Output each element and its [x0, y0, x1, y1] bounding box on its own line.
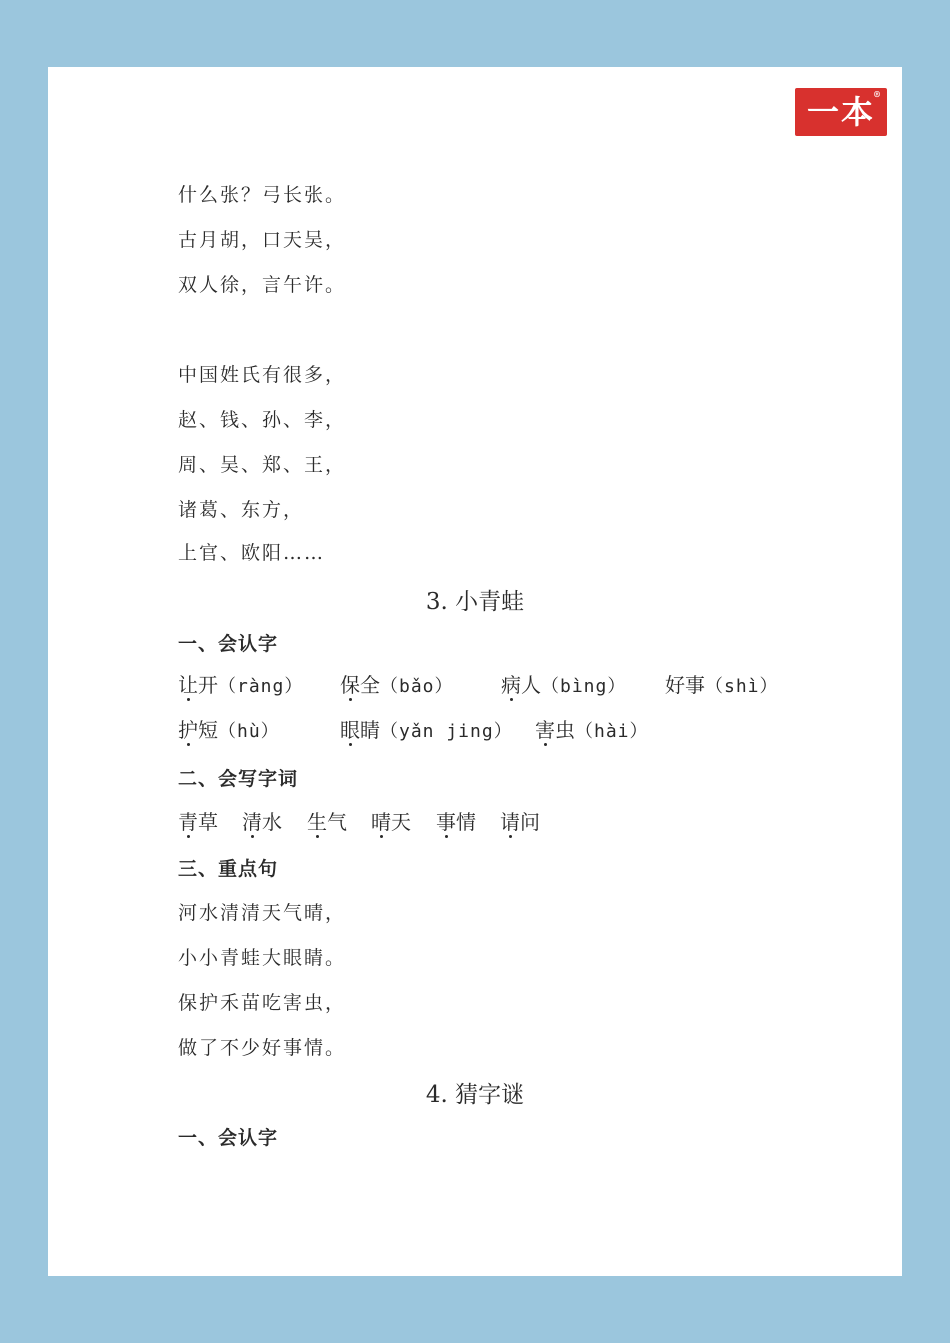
key-sentence: 保护禾苗吃害虫，: [178, 992, 347, 1014]
write-word: 青草: [178, 806, 218, 835]
write-word: 请问: [500, 806, 540, 835]
vocab-item: 让开（ràng）: [178, 669, 303, 698]
poem-line: 周、吴、郑、王，: [178, 454, 347, 476]
key-sentence: 小小青蛙大眼睛。: [178, 947, 347, 969]
vocab-item: 害虫（hài）: [535, 714, 649, 743]
section-heading: 一、会认字: [178, 633, 279, 655]
poem-line: 诸葛、东方，: [178, 499, 305, 521]
write-word: 生气: [307, 806, 347, 835]
vocab-item: 眼睛（yǎn jing）: [340, 714, 513, 743]
logo-text: 一本: [806, 93, 875, 131]
key-sentence: 河水清清天气晴，: [178, 902, 347, 924]
poem-line: 赵、钱、孙、李，: [178, 409, 347, 431]
registered-mark: ®: [873, 89, 881, 99]
vocab-item: 保全（bǎo）: [340, 669, 454, 698]
poem-line: 中国姓氏有很多，: [178, 364, 347, 386]
lesson-title: 4. 猜字谜: [425, 1082, 525, 1108]
poem-line: 古月胡，口天吴，: [178, 229, 347, 251]
section-heading: 二、会写字词: [178, 768, 299, 790]
write-word: 晴天: [371, 806, 411, 835]
vocab-item: 好事（shì）: [665, 673, 779, 697]
section-heading: 三、重点句: [178, 858, 279, 880]
vocab-item: 病人（bìng）: [501, 669, 626, 698]
vocab-item: 护短（hù）: [178, 714, 280, 743]
poem-line: 上官、欧阳……: [178, 542, 326, 564]
poem-line: 什么张？弓长张。: [178, 184, 347, 206]
brand-logo: [795, 88, 887, 136]
write-word: 清水: [242, 806, 282, 835]
section-heading: 一、会认字: [178, 1127, 279, 1149]
lesson-title: 3. 小青蛙: [425, 589, 525, 615]
write-word: 事情: [436, 806, 476, 835]
poem-line: 双人徐，言午许。: [178, 274, 347, 296]
key-sentence: 做了不少好事情。: [178, 1037, 347, 1059]
